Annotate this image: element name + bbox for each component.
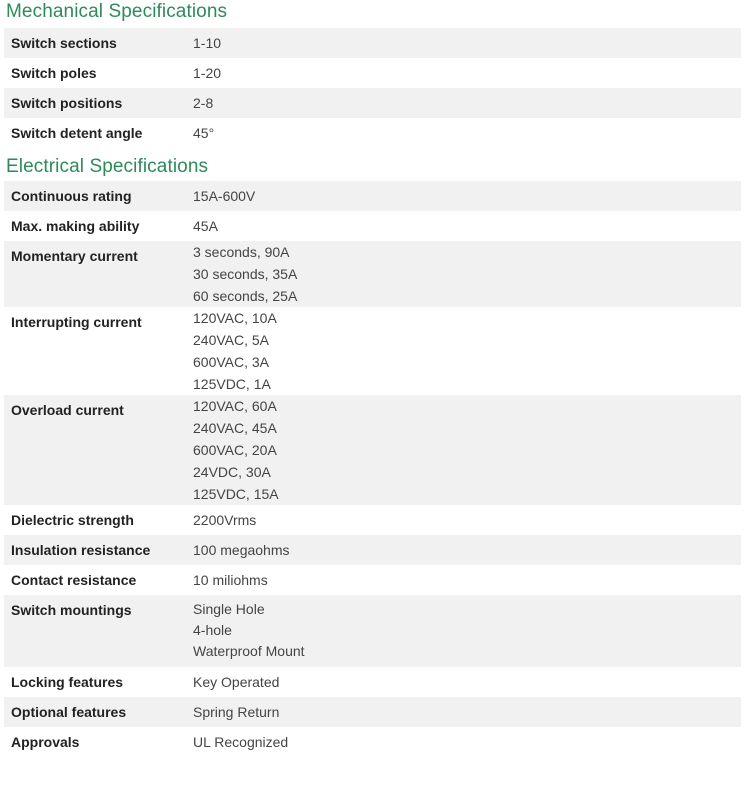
spec-label: Continuous rating [4,181,193,211]
spec-label: Switch mountings [4,595,193,667]
spec-value-line: 125VDC, 15A [193,486,279,502]
spec-row-continuous-rating [4,181,741,211]
spec-label: Contact resistance [11,572,137,588]
spec-label: Momentary current [4,241,193,307]
spec-row-switch-detent-angle [4,118,741,148]
spec-label: Locking features [11,674,124,690]
spec-value: 15A-600V [193,181,741,211]
spec-value: 2200Vrms [193,512,257,528]
spec-value: 10 miliohms [193,572,268,588]
spec-row-interrupting-current [4,307,741,395]
spec-row-insulation-resistance [4,535,741,565]
spec-label: Switch poles [11,65,97,81]
spec-value-line: 24VDC, 30A [193,464,271,480]
spec-label: Dielectric strength [11,512,134,528]
electrical-specifications-table [4,181,741,757]
spec-value: 45° [193,125,215,141]
electrical-specifications-heading: Electrical Specifications [6,156,209,177]
mechanical-specifications-table [4,28,741,148]
spec-value-line: 240VAC, 5A [193,332,270,348]
spec-label: Interrupting current [11,314,142,330]
spec-value-line: 3 seconds, 90A [193,244,290,260]
spec-row-approvals [4,727,741,757]
spec-label: Optional features [4,697,193,727]
spec-value-line: 30 seconds, 35A [193,266,298,282]
spec-label: Max. making ability [11,218,140,234]
spec-value [193,307,741,395]
spec-value [193,595,741,667]
mechanical-specifications-heading: Mechanical Specifications [6,1,228,22]
spec-value [193,395,741,505]
spec-value-line: 60 seconds, 25A [193,288,298,304]
spec-value-line: 120VAC, 60A [193,398,277,414]
spec-label: Switch positions [4,88,193,118]
spec-value: 100 megaohms [193,535,741,565]
spec-value-line: Waterproof Mount [193,643,305,659]
spec-label: Overload current [4,395,193,505]
spec-value-line: 240VAC, 45A [193,420,277,436]
spec-value-line: 125VDC, 1A [193,376,271,392]
spec-label: Switch detent angle [11,125,143,141]
spec-value-line: 600VAC, 3A [193,354,270,370]
spec-value: 1-20 [193,65,222,81]
spec-value: 1-10 [193,28,741,58]
spec-value: 2-8 [193,88,741,118]
spec-row-optional-features [4,697,741,727]
spec-label: Insulation resistance [4,535,193,565]
spec-row-contact-resistance [4,565,741,595]
spec-row-momentary-current [4,241,741,307]
spec-value: 45A [193,218,218,234]
spec-row-switch-sections [4,28,741,58]
spec-row-dielectric-strength [4,505,741,535]
spec-value-line: Single Hole [193,601,265,617]
spec-row-switch-mountings [4,595,741,667]
spec-label: Switch sections [4,28,193,58]
spec-row-overload-current [4,395,741,505]
spec-label: Approvals [11,734,80,750]
spec-value-line: 4-hole [193,622,232,638]
spec-row-switch-positions [4,88,741,118]
spec-value-line: 120VAC, 10A [193,310,277,326]
spec-value: Key Operated [193,674,280,690]
spec-value-line: 600VAC, 20A [193,442,277,458]
spec-value [193,241,741,307]
spec-value: UL Recognized [193,734,289,750]
spec-row-locking-features [4,667,741,697]
spec-row-switch-poles [4,58,741,88]
spec-row-max-making-ability [4,211,741,241]
spec-value: Spring Return [193,697,741,727]
